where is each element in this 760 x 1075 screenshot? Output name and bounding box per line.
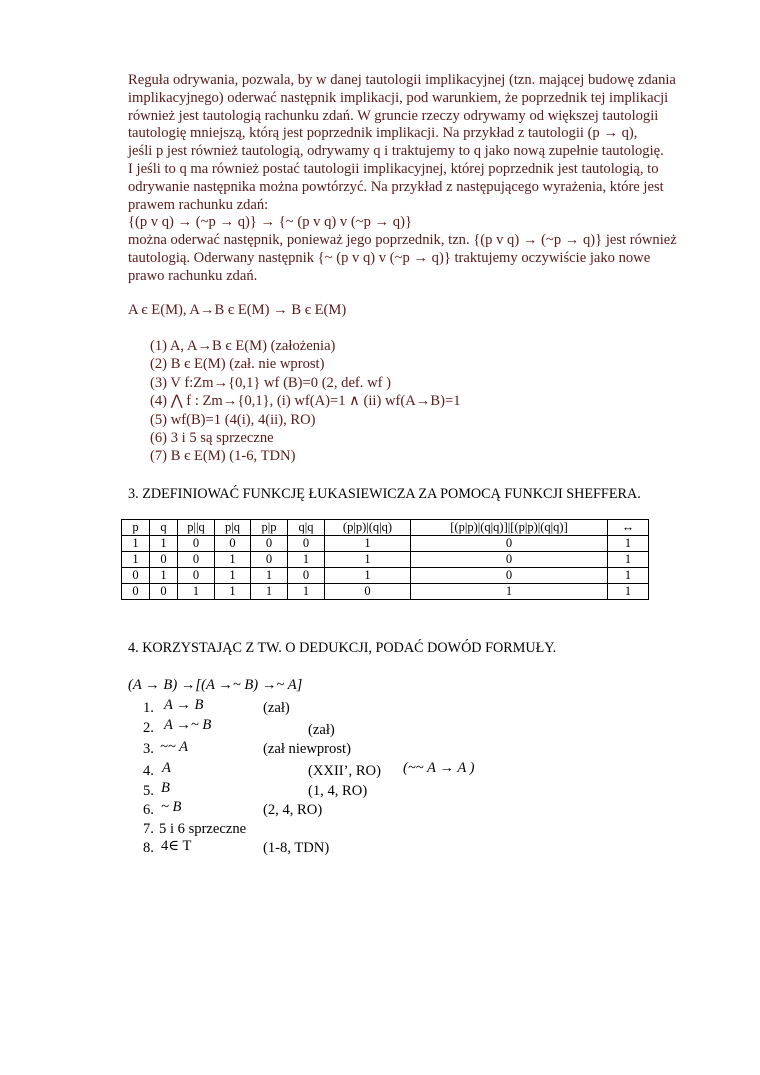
table-header-row [122, 520, 649, 536]
step-expression: ~ B [161, 799, 182, 815]
intro-line: tautologię mniejszą, którą jest poprzednik implikacji. Na przykład z tautologii (p → q), [128, 125, 638, 142]
intro-line: prawem rachunku zdań: [128, 196, 269, 213]
step-extra: (~~ A → A ) [403, 760, 475, 776]
step-expression: B [161, 780, 170, 796]
section4-heading: 4. KORZYSTAJĄC Z TW. O DEDUKCJI, PODAĆ DOWÓD FORMUŁY. [128, 640, 557, 656]
step-expression: A → B [164, 697, 204, 713]
intro-line: również jest tautologią rachunku zdań. W gruncie rzeczy odrywamy od większej tautologii [128, 107, 659, 124]
intro-line: jeśli p jest również tautologią, odrywamy q i traktujemy to q jako nową zupełnie tautologię. [128, 143, 664, 160]
col-header: p|q [215, 520, 251, 536]
table-row: 0 1 0 1 1 0 1 0 1 [122, 568, 649, 584]
step-expression: A →~ B [164, 717, 212, 733]
intro-formula: {(p v q) → (~p → q)} → {~ (p v q) v (~p → q)} [128, 214, 412, 231]
step-expression: 5 i 6 sprzeczne [159, 821, 247, 837]
table-row: 1 0 0 1 0 1 1 0 1 [122, 552, 649, 568]
col-header: [(p|p)|(q|q)]|[(p|p)|(q|q)] [411, 520, 608, 536]
intro-line: odrywanie następnika można powtórzyć. Na przykład z następującego wyrażenia, które jest [128, 178, 664, 195]
intro-line: I jeśli to q ma również postać tautologii implikacyjnej, której poprzednik jest tautologią, to [128, 160, 659, 177]
section3-heading: 3. ZDEFINIOWAĆ FUNKCJĘ ŁUKASIEWICZA ZA POMOCĄ FUNKCJI SHEFFERA. [128, 486, 641, 502]
step-number: 6. [143, 802, 154, 818]
step-justification: (1-8, TDN) [263, 840, 330, 856]
col-header: p||q [178, 520, 215, 536]
step-justification: (zał niewprost) [263, 741, 351, 757]
col-header: (p|p)|(q|q) [325, 520, 411, 536]
intro-line: implikacyjnego) oderwać następnik implikacji, pod warunkiem, że poprzednik tej implikacji [128, 89, 669, 106]
step-number: 1. [143, 700, 154, 716]
table-row: 0 0 1 1 1 1 0 1 1 [122, 584, 649, 600]
intro-line: prawo rachunku zdań. [128, 267, 258, 284]
intro-line: tautologią. Oderwany następnik {~ (p v q) v (~p → q)} traktujemy oczywiście jako nowe [128, 249, 651, 266]
intro-line: można oderwać następnik, ponieważ jego poprzednik, tzn. {(p v q) → (~p → q)} jest również [128, 232, 677, 249]
proof-step: (1) A, A→B є E(M) (założenia) [150, 338, 336, 354]
proof-list [150, 337, 461, 466]
proof-step: (6) 3 i 5 są sprzeczne [150, 430, 274, 447]
proof-step: (3) V f:Zm→{0,1} wf (B)=0 (2, def. wf ) [150, 374, 391, 391]
step-justification: (2, 4, RO) [263, 802, 323, 818]
step-expression: A [162, 760, 171, 776]
step-expression: 4∈ T [161, 838, 192, 854]
intro-paragraph [128, 72, 718, 286]
step-number: 5. [143, 783, 154, 799]
table-row: 1 1 0 0 0 0 1 0 1 [122, 536, 649, 552]
col-header: q|q [288, 520, 325, 536]
step-number: 3. [143, 741, 154, 757]
intro-line: Reguła odrywania, pozwala, by w danej tautologii implikacyjnej (tzn. mającej budowę zdania [128, 72, 676, 88]
step-justification: (XXII’, RO) [308, 763, 381, 779]
col-header: p|p [251, 520, 288, 536]
proof-step: (2) B є E(M) (zał. nie wprost) [150, 356, 325, 373]
truth-table [121, 519, 649, 600]
proof-step: (4) ⋀ f : Zm→{0,1}, (i) wf(A)=1 ∧ (ii) wf(A→B)=1 [150, 393, 461, 410]
proof-step: (7) B є E(M) (1-6, TDN) [150, 448, 296, 465]
step-number: 4. [143, 763, 154, 779]
col-header: p [122, 520, 150, 536]
step-justification: (1, 4, RO) [308, 783, 368, 799]
rule-statement: A є E(M), A→B є E(M) → B є E(M) [128, 302, 347, 318]
formula: (A → B) →[(A →~ B) →~ A] [128, 677, 303, 693]
col-header: ↔ [608, 520, 649, 536]
step-number: 2. [143, 720, 154, 736]
step-number: 8. [143, 840, 154, 856]
col-header: q [150, 520, 178, 536]
step-justification: (zał) [308, 722, 335, 738]
step-justification: (zał) [263, 700, 290, 716]
step-expression: ~~ A [160, 739, 189, 755]
step-number: 7. [143, 821, 154, 837]
proof-step: (5) wf(B)=1 (4(i), 4(ii), RO) [150, 411, 316, 428]
